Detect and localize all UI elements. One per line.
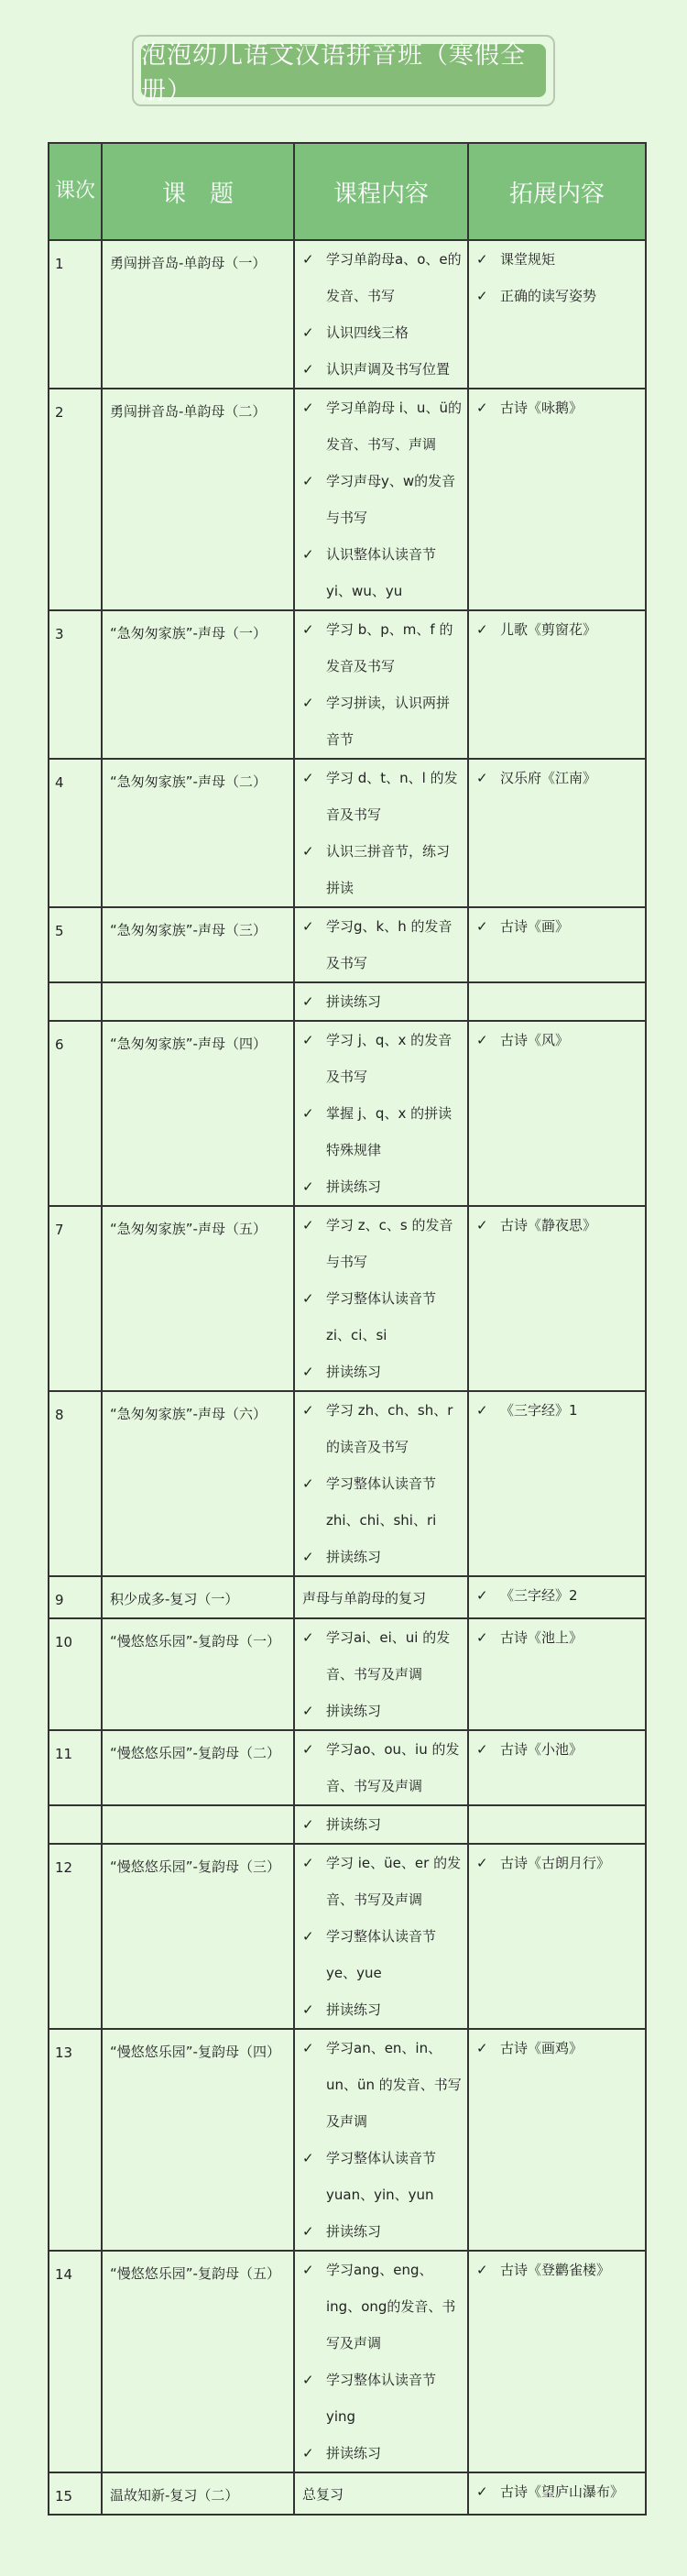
list-item [476,1619,639,1656]
check-icon: ✓ [476,400,488,416]
check-icon: ✓ [302,1816,314,1833]
check-icon: ✓ [302,1290,314,1307]
lesson-number: 14 [49,2251,102,2472]
list-item [476,760,639,796]
header-lesson: 课次 [49,143,102,240]
list-item [476,2473,639,2510]
topic-text: “急匆匆家族”-声母（二） [110,773,267,790]
lesson-number: 10 [49,1618,102,1730]
list-item [302,1392,462,1465]
extension-cell [468,1844,646,2029]
topic-text: “急匆匆家族”-声母（三） [110,922,267,938]
list-item [476,1577,639,1614]
table-row [49,907,646,982]
list-item [302,760,462,833]
check-icon: ✓ [302,1741,314,1758]
content-cell [294,2472,468,2515]
lesson-number: 2 [49,389,102,610]
check-icon: ✓ [302,1629,314,1646]
extension-cell [468,1206,646,1391]
check-icon: ✓ [302,2262,314,2278]
list-item [302,2362,462,2435]
check-icon: ✓ [476,2483,488,2500]
list-item [302,241,462,314]
list-item [302,1168,462,1205]
table-row [49,2251,646,2472]
list-item-text: 学习ao、ou、iu 的发音、书写及声调 [326,1741,460,1794]
check-icon: ✓ [302,993,314,1010]
list-item-text: 古诗《画鸡》 [500,2040,583,2056]
course-table [48,142,647,2516]
topic-text: 积少成多-复习（一） [110,1591,239,1607]
topic-cell [102,2029,294,2251]
table-body [49,240,646,2515]
page-title: 泡泡幼儿语文汉语拼音班（寒假全册） [141,44,546,97]
list-item [302,983,462,1020]
list-item [302,2213,462,2250]
topic-cell [102,2472,294,2515]
content-cell [294,1805,468,1844]
lesson-number: 12 [49,1844,102,2029]
list-item-text: 拼读练习 [326,2223,382,2240]
list-item-text: 汉乐府《江南》 [500,770,597,786]
topic-text: “慢悠悠乐园”-复韵母（一） [110,1633,280,1650]
list-item-text: 拼读练习 [326,2001,382,2018]
check-icon: ✓ [302,1178,314,1195]
list-item-text: 学习声母y、w的发音与书写 [326,473,456,526]
list-item [302,1207,462,1280]
list-item [476,241,639,278]
check-icon: ✓ [476,2040,488,2056]
lesson-number: 13 [49,2029,102,2251]
content-cell [294,1618,468,1730]
table-row [49,2029,646,2251]
list-item-text: 古诗《登鹳雀楼》 [500,2262,611,2278]
list-item [302,1539,462,1575]
content-cell [294,1730,468,1805]
topic-text: 温故知新-复习（二） [110,2487,239,2504]
content-cell [294,1844,468,2029]
list-item [302,1354,462,1390]
check-icon: ✓ [302,1475,314,1492]
table-row [49,610,646,759]
check-icon: ✓ [476,1587,488,1604]
lesson-number: 1 [49,240,102,389]
list-item-text: 认识声调及书写位置 [326,361,451,378]
content-text: 总复习 [302,2486,344,2503]
list-item [302,536,462,609]
table-row [49,1576,646,1618]
content-cell [294,1391,468,1576]
lesson-number: 5 [49,907,102,982]
topic-cell [102,610,294,759]
topic-cell [102,1844,294,2029]
topic-cell [102,1730,294,1805]
list-item-text: 学习整体认读音节 ye、yue [326,1928,437,1981]
topic-cell [102,2251,294,2472]
check-icon: ✓ [302,2445,314,2461]
check-icon: ✓ [302,2372,314,2388]
table-row [49,1021,646,1206]
check-icon: ✓ [302,473,314,489]
list-item-text: 学习 b、p、m、f 的发音及书写 [326,621,453,674]
check-icon: ✓ [302,918,314,935]
list-item [302,2140,462,2213]
check-icon: ✓ [302,1703,314,1719]
lesson-number: 8 [49,1391,102,1576]
extension-cell [468,2251,646,2472]
check-icon: ✓ [476,288,488,304]
table-row [49,2472,646,2515]
list-item [302,314,462,351]
table-row [49,240,646,389]
check-icon: ✓ [476,1402,488,1419]
list-item-text: 古诗《画》 [500,918,570,935]
list-item [302,908,462,981]
list-item [302,1022,462,1095]
list-item-text: 学习 j、q、x 的发音及书写 [326,1032,453,1085]
content-cell [294,2251,468,2472]
list-item [302,351,462,388]
check-icon: ✓ [302,2150,314,2166]
content-text: 声母与单韵母的复习 [302,1590,427,1606]
list-item [302,463,462,536]
list-item-text: 学习整体认读音节 zhi、chi、shi、ri [326,1475,437,1529]
list-item [302,2252,462,2362]
list-item-text: 拼读练习 [326,993,382,1010]
content-cell [294,389,468,610]
check-icon: ✓ [302,621,314,638]
extension-cell [468,1618,646,1730]
lesson-number: 3 [49,610,102,759]
list-item-text: 拼读练习 [326,1549,382,1565]
title-frame [132,35,555,106]
topic-text: 勇闯拼音岛-单韵母（一） [110,255,267,271]
list-item-text: 古诗《静夜思》 [500,1217,597,1233]
list-item [302,1619,462,1693]
table-row [49,1844,646,2029]
extension-cell [468,240,646,389]
check-icon: ✓ [476,621,488,638]
lesson-number: 9 [49,1576,102,1618]
list-item [476,1207,639,1244]
check-icon: ✓ [476,770,488,786]
list-item [476,389,639,426]
check-icon: ✓ [476,1629,488,1646]
list-item-text: 学习拼读，认识两拼音节 [326,695,451,748]
empty-cell [49,982,102,1021]
list-item [476,2030,639,2066]
table-row [49,1618,646,1730]
check-icon: ✓ [302,1364,314,1380]
list-item-text: 学习单韵母a、o、e的发音、书写 [326,251,462,304]
list-item [476,611,639,648]
content-cell [294,2029,468,2251]
list-item [302,1918,462,1991]
topic-cell [102,240,294,389]
list-item-text: 学习ang、eng、ing、ong的发音、书写及声调 [326,2262,456,2351]
check-icon: ✓ [302,400,314,416]
list-item [476,2252,639,2288]
extension-cell [468,389,646,610]
list-item-text: 拼读练习 [326,1816,382,1833]
topic-cell [102,907,294,982]
list-item-text: 古诗《小池》 [500,1741,583,1758]
list-item-text: 古诗《池上》 [500,1629,583,1646]
list-item-text: 《三字经》1 [500,1402,578,1419]
list-item [302,833,462,906]
list-item-text: 学习 zh、ch、sh、r 的读音及书写 [326,1402,453,1455]
lesson-number: 15 [49,2472,102,2515]
content-cell [294,240,468,389]
table-header-row [49,143,646,240]
list-item-text: 学习 ie、üe、er 的发音、书写及声调 [326,1855,462,1908]
extension-cell [468,610,646,759]
check-icon: ✓ [476,1741,488,1758]
list-item-text: 学习g、k、h 的发音及书写 [326,918,453,971]
check-icon: ✓ [302,1105,314,1122]
extension-cell [468,907,646,982]
list-item-text: 古诗《望庐山瀑布》 [500,2483,625,2500]
list-item-text: 掌握 j、q、x 的拼读特殊规律 [326,1105,453,1158]
list-item-text: 学习整体认读音节 zi、ci、si [326,1290,437,1343]
topic-text: “急匆匆家族”-声母（一） [110,625,267,641]
check-icon: ✓ [302,695,314,711]
list-item-text: 学习ai、ei、ui 的发音、书写及声调 [326,1629,451,1683]
list-item [302,685,462,758]
header-topic: 课 题 [102,143,294,240]
check-icon: ✓ [302,361,314,378]
list-item [476,1845,639,1881]
list-item-text: 学习整体认读音节 ying [326,2372,437,2425]
list-item-text: 古诗《咏鹅》 [500,400,583,416]
list-item-text: 拼读练习 [326,2445,382,2461]
table-row-continuation [49,982,646,1021]
check-icon: ✓ [476,1217,488,1233]
empty-cell [49,1805,102,1844]
extension-cell [468,1576,646,1618]
list-item-text: 古诗《风》 [500,1032,570,1048]
list-item-text: 学习 d、t、n、l 的发音及书写 [326,770,458,823]
list-item [302,2435,462,2472]
topic-text: “慢悠悠乐园”-复韵母（四） [110,2044,280,2060]
list-item [476,278,639,314]
list-item-text: 拼读练习 [326,1364,382,1380]
content-cell [294,759,468,907]
empty-cell [468,1805,646,1844]
lesson-number: 4 [49,759,102,907]
check-icon: ✓ [302,2040,314,2056]
topic-cell [102,389,294,610]
check-icon: ✓ [302,2001,314,2018]
list-item [302,389,462,463]
check-icon: ✓ [476,918,488,935]
list-item-text: 古诗《古朗月行》 [500,1855,611,1871]
table-row [49,759,646,907]
list-item-text: 儿歌《剪窗花》 [500,621,597,638]
topic-text: “慢悠悠乐园”-复韵母（二） [110,1745,280,1761]
lesson-number: 6 [49,1021,102,1206]
topic-text: “急匆匆家族”-声母（五） [110,1221,267,1237]
check-icon: ✓ [302,2223,314,2240]
content-cell [294,1021,468,1206]
list-item-text: 拼读练习 [326,1178,382,1195]
extension-cell [468,1391,646,1576]
topic-text: “慢悠悠乐园”-复韵母（五） [110,2265,280,2282]
list-item [302,1693,462,1729]
check-icon: ✓ [476,1032,488,1048]
check-icon: ✓ [302,1217,314,1233]
topic-cell [102,1206,294,1391]
topic-cell [102,1391,294,1576]
empty-cell [102,982,294,1021]
list-item-text: 学习单韵母 i、u、ü的发音、书写、声调 [326,400,462,453]
content-cell [294,1576,468,1618]
list-item [302,1731,462,1804]
table-row [49,1391,646,1576]
list-item [302,1280,462,1354]
list-item [302,1845,462,1918]
check-icon: ✓ [302,1402,314,1419]
check-icon: ✓ [302,251,314,268]
list-item [302,1095,462,1168]
empty-cell [102,1805,294,1844]
list-item-text: 拼读练习 [326,1703,382,1719]
topic-cell [102,1576,294,1618]
check-icon: ✓ [302,1928,314,1945]
topic-text: “急匆匆家族”-声母（六） [110,1406,267,1422]
empty-cell [468,982,646,1021]
extension-cell [468,1021,646,1206]
check-icon: ✓ [302,324,314,341]
list-item-text: 《三字经》2 [500,1587,578,1604]
list-item [476,1392,639,1429]
check-icon: ✓ [302,1855,314,1871]
list-item-text: 正确的读写姿势 [500,288,597,304]
list-item [302,1806,462,1843]
content-cell [294,907,468,982]
check-icon: ✓ [476,251,488,268]
check-icon: ✓ [476,2262,488,2278]
topic-text: “急匆匆家族”-声母（四） [110,1036,267,1052]
header-extension: 拓展内容 [468,143,646,240]
list-item-text: 认识三拼音节，练习拼读 [326,843,451,896]
topic-text: “慢悠悠乐园”-复韵母（三） [110,1858,280,1875]
topic-cell [102,1618,294,1730]
extension-cell [468,2029,646,2251]
list-item [302,1465,462,1539]
extension-cell [468,2472,646,2515]
list-item-text: 认识四线三格 [326,324,409,341]
table-row [49,1730,646,1805]
table-row [49,389,646,610]
list-item [476,1022,639,1058]
list-item-text: 学习整体认读音节 yuan、yin、yun [326,2150,437,2203]
table-row [49,1206,646,1391]
list-item-text: 学习 z、c、s 的发音与书写 [326,1217,453,1270]
list-item-text: 课堂规矩 [500,251,556,268]
content-cell [294,1206,468,1391]
list-item-text: 认识整体认读音节 yi、wu、yu [326,546,437,599]
extension-cell [468,1730,646,1805]
extension-cell [468,759,646,907]
list-item-text: 学习an、en、in、un、ün 的发音、书写及声调 [326,2040,462,2130]
list-item [302,611,462,685]
check-icon: ✓ [302,1032,314,1048]
table-row-continuation [49,1805,646,1844]
check-icon: ✓ [476,1855,488,1871]
content-cell [294,982,468,1021]
list-item [302,2030,462,2140]
list-item [476,908,639,945]
check-icon: ✓ [302,843,314,860]
header-content: 课程内容 [294,143,468,240]
check-icon: ✓ [302,546,314,563]
list-item [476,1731,639,1768]
check-icon: ✓ [302,770,314,786]
topic-text: 勇闯拼音岛-单韵母（二） [110,403,267,420]
topic-cell [102,759,294,907]
topic-cell [102,1021,294,1206]
list-item [302,1991,462,2028]
check-icon: ✓ [302,1549,314,1565]
lesson-number: 11 [49,1730,102,1805]
lesson-number: 7 [49,1206,102,1391]
content-cell [294,610,468,759]
